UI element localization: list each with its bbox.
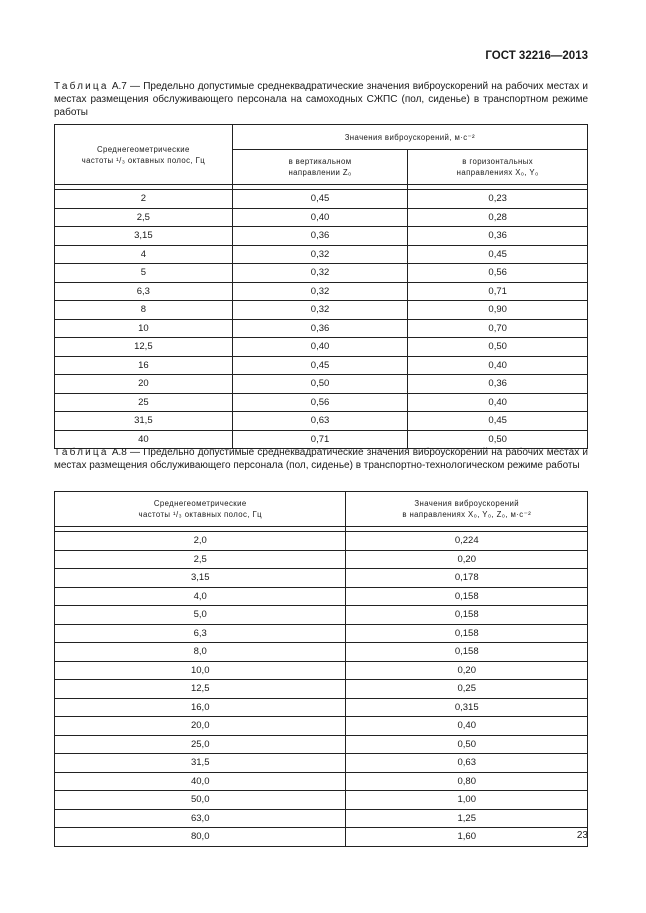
table-row (55, 375, 588, 394)
table-row (55, 698, 588, 717)
table-cell: 0,45 (232, 190, 408, 209)
table-cell: 2 (55, 190, 233, 209)
table-cell: 0,90 (408, 301, 588, 320)
table-cell: 6,3 (55, 624, 346, 643)
table-cell: 4,0 (55, 587, 346, 606)
table-cell: 0,56 (232, 393, 408, 412)
table-a8 (54, 491, 588, 847)
table-cell: 0,45 (232, 356, 408, 375)
table-cell: 6,3 (55, 282, 233, 301)
caption-text: А.8 — Предельно допустимые среднеквадратические значения виброускорений на рабочих местах и местах размещения обслуживающего персонала (пол, сиденье) в транспортно-технологическом режиме работы (54, 447, 588, 471)
table-cell: 0,40 (408, 356, 588, 375)
table-cell: 0,50 (232, 375, 408, 394)
table-a7-body (55, 190, 588, 449)
table-cell: 0,40 (232, 338, 408, 357)
header-values: Значения виброускорений в направлениях X₀, Y₀, Z₀, м·с⁻² (346, 492, 588, 527)
header-values: Значения виброускорений, м·с⁻² (232, 125, 587, 150)
page-number: 23 (576, 830, 588, 841)
table-row (55, 550, 588, 569)
table-row (55, 338, 588, 357)
table-cell: 0,63 (346, 754, 588, 773)
table-cell: 4 (55, 245, 233, 264)
table-cell: 10 (55, 319, 233, 338)
table-cell: 12,5 (55, 338, 233, 357)
header-vertical: в вертикальном направлении Z₀ (232, 150, 408, 185)
table-cell: 2,5 (55, 550, 346, 569)
table-cell: 0,158 (346, 624, 588, 643)
table-cell: 50,0 (55, 791, 346, 810)
table-cell: 0,40 (346, 717, 588, 736)
table-cell: 0,45 (408, 245, 588, 264)
table-cell: 0,63 (232, 412, 408, 431)
table-row (55, 319, 588, 338)
table-row (55, 643, 588, 662)
table-cell: 80,0 (55, 828, 346, 847)
table-cell: 20,0 (55, 717, 346, 736)
table-row (55, 227, 588, 246)
table-row (55, 754, 588, 773)
table-row (55, 569, 588, 588)
table-cell: 0,40 (408, 393, 588, 412)
table-cell: 0,71 (408, 282, 588, 301)
table-row (55, 356, 588, 375)
table-cell: 25 (55, 393, 233, 412)
table-row (55, 791, 588, 810)
table-cell: 0,158 (346, 643, 588, 662)
table-cell: 0,36 (232, 227, 408, 246)
table-cell: 31,5 (55, 412, 233, 431)
table-cell: 0,20 (346, 661, 588, 680)
header-frequency: Среднегеометрические частоты ¹/₃ октавных полос, Гц (55, 492, 346, 527)
table-cell: 10,0 (55, 661, 346, 680)
table-row (55, 828, 588, 847)
table-row (55, 587, 588, 606)
table-a7-caption (54, 80, 588, 119)
table-cell: 0,45 (408, 412, 588, 431)
table-cell: 0,36 (232, 319, 408, 338)
table-row (55, 301, 588, 320)
table-row (55, 661, 588, 680)
table-a8-caption (54, 446, 588, 472)
table-cell: 0,32 (232, 264, 408, 283)
table-cell: 12,5 (55, 680, 346, 699)
table-cell: 20 (55, 375, 233, 394)
table-cell: 31,5 (55, 754, 346, 773)
caption-lead: Таблица (54, 447, 109, 458)
table-cell: 0,25 (346, 680, 588, 699)
caption-text: А.7 — Предельно допустимые среднеквадратические значения виброускорений на рабочих местах и местах размещения обслуживающего персонала на самоходных СЖПС (пол, сиденье) в транспортном режиме работы (54, 81, 588, 118)
table-row (55, 772, 588, 791)
table-cell: 0,36 (408, 227, 588, 246)
table-row (55, 393, 588, 412)
table-cell: 40,0 (55, 772, 346, 791)
table-a7 (54, 124, 588, 449)
table-row (55, 680, 588, 699)
table-row (55, 190, 588, 209)
table-cell: 8,0 (55, 643, 346, 662)
table-row (55, 245, 588, 264)
header-frequency: Среднегеометрические частоты ¹/₃ октавных полос, Гц (55, 125, 233, 185)
table-cell: 0,50 (408, 430, 588, 449)
table-cell: 3,15 (55, 569, 346, 588)
document-code: ГОСТ 32216—2013 (485, 50, 588, 62)
table-cell: 0,71 (232, 430, 408, 449)
table-cell: 0,50 (408, 338, 588, 357)
table-cell: 2,0 (55, 532, 346, 551)
table-row (55, 735, 588, 754)
table-cell: 0,20 (346, 550, 588, 569)
table-row (55, 532, 588, 551)
table-cell: 25,0 (55, 735, 346, 754)
table-cell: 0,40 (232, 208, 408, 227)
table-cell: 8 (55, 301, 233, 320)
table-cell: 0,32 (232, 282, 408, 301)
table-a8-body (55, 532, 588, 847)
table-cell: 0,178 (346, 569, 588, 588)
table-cell: 16,0 (55, 698, 346, 717)
table-cell: 0,70 (408, 319, 588, 338)
table-cell: 1,60 (346, 828, 588, 847)
table-cell: 5,0 (55, 606, 346, 625)
table-cell: 2,5 (55, 208, 233, 227)
table-cell: 0,32 (232, 301, 408, 320)
table-row (55, 624, 588, 643)
header-horizontal: в горизонтальных направлениях X₀, Y₀ (408, 150, 588, 185)
table-row (55, 412, 588, 431)
table-cell: 0,28 (408, 208, 588, 227)
table-cell: 0,158 (346, 606, 588, 625)
table-cell: 0,50 (346, 735, 588, 754)
table-cell: 0,80 (346, 772, 588, 791)
table-cell: 1,00 (346, 791, 588, 810)
table-row (55, 264, 588, 283)
table-cell: 40 (55, 430, 233, 449)
table-cell: 0,158 (346, 587, 588, 606)
table-row (55, 208, 588, 227)
table-row (55, 606, 588, 625)
table-cell: 3,15 (55, 227, 233, 246)
table-cell: 0,32 (232, 245, 408, 264)
table-row (55, 809, 588, 828)
table-cell: 0,36 (408, 375, 588, 394)
table-cell: 0,224 (346, 532, 588, 551)
table-row (55, 717, 588, 736)
table-row (55, 282, 588, 301)
table-cell: 0,23 (408, 190, 588, 209)
table-cell: 0,56 (408, 264, 588, 283)
caption-lead: Таблица (54, 81, 109, 92)
table-cell: 5 (55, 264, 233, 283)
table-cell: 0,315 (346, 698, 588, 717)
table-cell: 63,0 (55, 809, 346, 828)
table-cell: 16 (55, 356, 233, 375)
table-cell: 1,25 (346, 809, 588, 828)
